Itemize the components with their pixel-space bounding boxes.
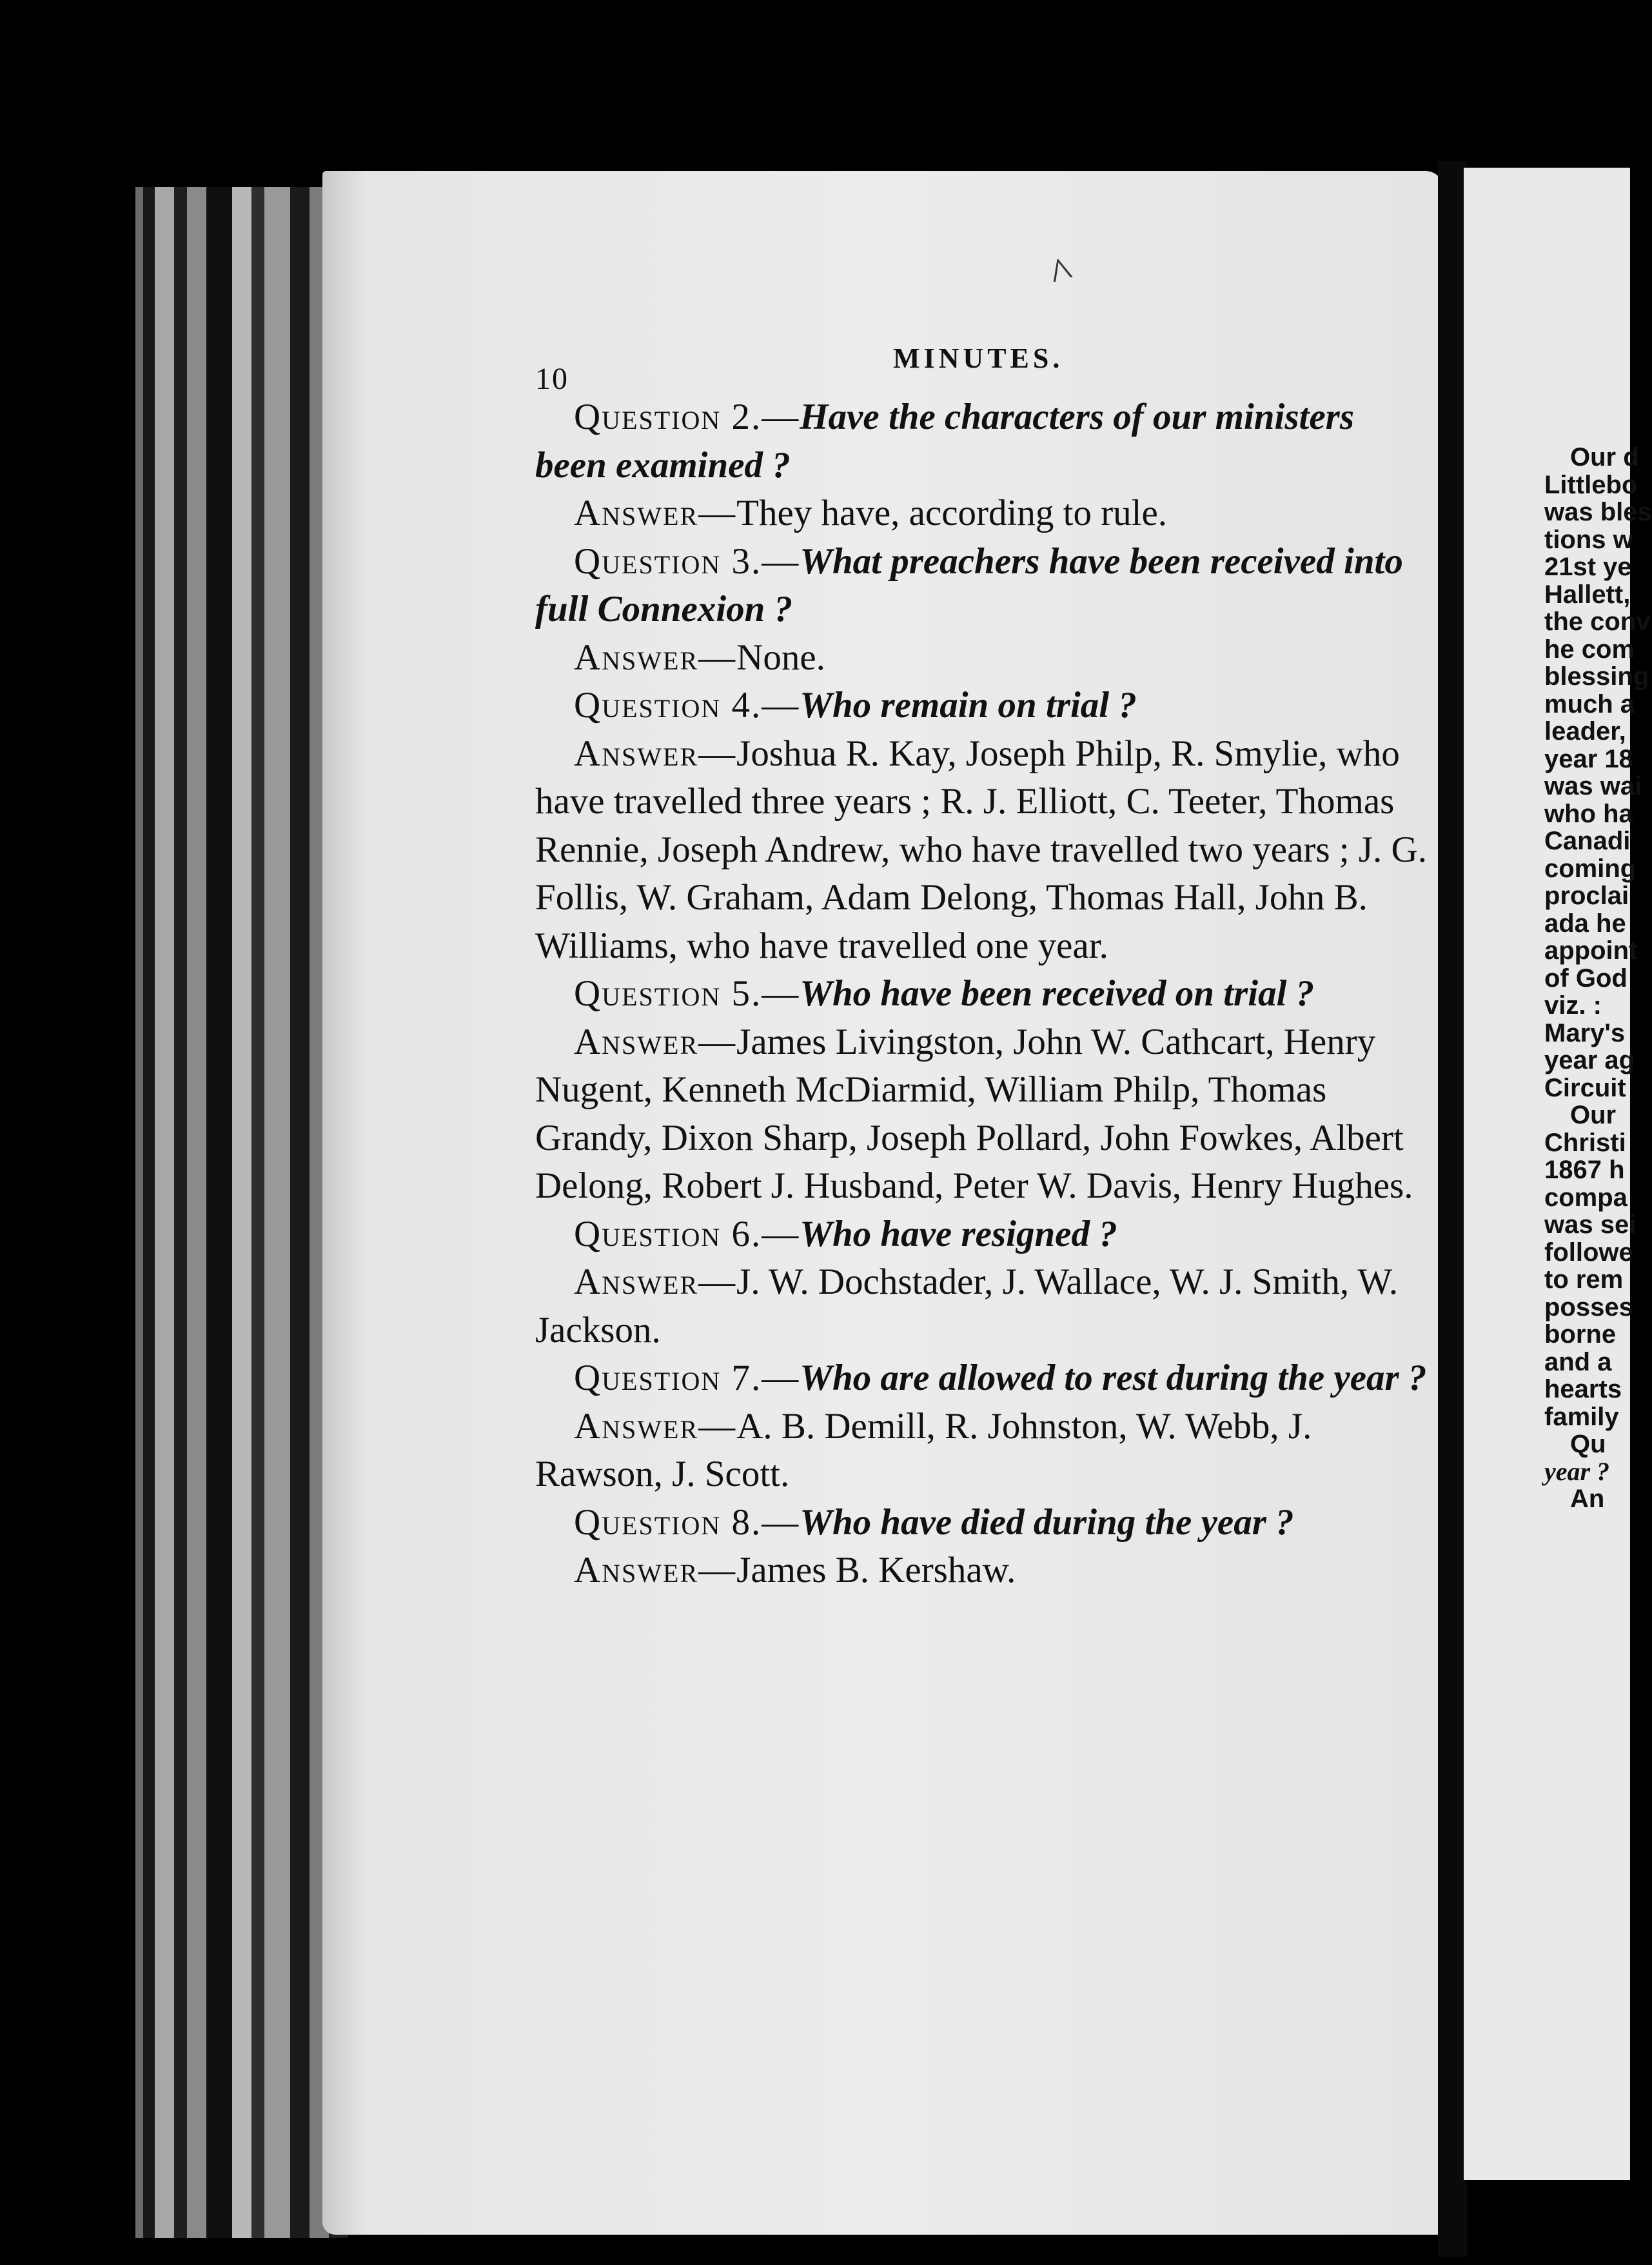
answer-label: Answer— (574, 1550, 737, 1590)
answer-entry (535, 1403, 1431, 1499)
right-page-line: Circuit (1544, 1073, 1626, 1102)
right-page-line: who ha (1544, 799, 1633, 828)
right-page-line: Our d (1570, 443, 1639, 471)
right-page-line: borne (1544, 1320, 1617, 1349)
right-page-line: year ? (1544, 1456, 1610, 1486)
answer-label: Answer— (574, 733, 737, 774)
question-label: Question 4.— (574, 685, 800, 726)
right-page-line: Littlebo (1544, 470, 1638, 499)
question-text: Who have resigned ? (800, 1213, 1117, 1254)
question-label: Question 8.— (574, 1501, 800, 1543)
question-entry (535, 1211, 1431, 1259)
right-page-line: year 18 (1544, 744, 1633, 773)
answer-entry (535, 490, 1431, 538)
right-page-line: leader, (1544, 717, 1626, 746)
right-page-line: ada he (1544, 909, 1626, 938)
right-page-line: 21st ye (1544, 553, 1632, 581)
answer-text: James B. Kershaw. (736, 1550, 1016, 1590)
answer-label: Answer— (574, 1261, 737, 1302)
right-page-line: posses (1544, 1292, 1633, 1321)
right-page-line: compa (1544, 1183, 1627, 1212)
right-page-line: viz. : (1544, 991, 1602, 1020)
right-page-line: of God (1544, 964, 1627, 993)
right-page-line: An (1570, 1485, 1605, 1513)
question-label: Question 6.— (574, 1213, 800, 1254)
question-label: Question 3.— (574, 540, 800, 582)
question-text: What preachers have been received into full Connexion ? (535, 540, 1403, 629)
question-text: Who are allowed to rest during the year ? (800, 1358, 1427, 1398)
right-page-line: and a (1544, 1347, 1612, 1376)
right-page-text (1544, 443, 1652, 1513)
answer-label: Answer— (574, 637, 737, 678)
right-page-line: Hallett, (1544, 580, 1631, 609)
right-page-line: Qu (1570, 1430, 1606, 1458)
question-label: Question 2.— (574, 397, 800, 437)
question-entry (535, 393, 1431, 490)
answer-entry (535, 1547, 1431, 1595)
right-page-line: was bles (1544, 498, 1652, 526)
right-page-line: Our (1570, 1101, 1617, 1129)
question-entry (535, 970, 1431, 1018)
page-number: 10 (535, 362, 569, 396)
question-entry (535, 538, 1431, 634)
running-head: MINUTES. (893, 342, 1064, 374)
question-text: Who remain on trial ? (800, 685, 1137, 726)
answer-entry (535, 1258, 1431, 1354)
right-page-line: Mary's (1544, 1018, 1626, 1047)
right-page-line: 1867 h (1544, 1156, 1625, 1184)
question-text: Have the characters of our ministers been examined ? (535, 397, 1355, 486)
answer-label: Answer— (574, 1405, 737, 1447)
right-page-line: followe (1544, 1238, 1633, 1267)
right-page-line: he com (1544, 635, 1635, 664)
right-page-line: proclai (1544, 882, 1629, 910)
answer-text: James Livingston, John W. Cathcart, Henry Nugent, Kenneth McDiarmid, William Philp, Thomas Grandy, Dixon Sharp, Joseph Pollard, John Fowkes, Albert Delong, Robert J. Husband, Peter W. Davis, Henry Hughes. (535, 1021, 1413, 1206)
answer-text: None. (736, 637, 825, 678)
answer-text: A. B. Demill, R. Johnston, W. Webb, J. Rawson, J. Scott. (535, 1405, 1312, 1494)
right-page-line: was sei (1544, 1211, 1637, 1239)
answer-text: They have, according to rule. (736, 493, 1168, 533)
question-text: Who have died during the year ? (800, 1501, 1294, 1543)
pencil-mark: ^ (1045, 247, 1079, 301)
question-label: Question 7.— (574, 1358, 800, 1398)
right-page-line: tions w (1544, 525, 1633, 554)
right-page-line: hearts (1544, 1375, 1622, 1403)
right-page-line: appoint (1544, 936, 1638, 965)
right-page-line: the conv (1544, 608, 1651, 636)
minutes-text (535, 393, 1431, 1595)
answer-label: Answer— (574, 1021, 737, 1062)
right-page-line: to rem (1544, 1265, 1624, 1294)
right-page-line: much a (1544, 689, 1635, 718)
right-page-line: Canadi (1544, 827, 1631, 855)
right-page-line: coming (1544, 854, 1637, 883)
book-page-edges (135, 187, 348, 2238)
question-entry (535, 1499, 1431, 1547)
answer-label: Answer— (574, 493, 737, 533)
right-page-line: Christi (1544, 1128, 1626, 1157)
answer-entry (535, 634, 1431, 682)
question-text: Who have been received on trial ? (800, 973, 1315, 1014)
book-gutter (1438, 161, 1467, 2257)
question-entry (535, 1354, 1431, 1403)
answer-entry (535, 1018, 1431, 1211)
question-label: Question 5.— (574, 973, 800, 1014)
answer-entry (535, 730, 1431, 971)
right-page-line: was wai (1544, 772, 1642, 800)
answer-text: Joshua R. Kay, Joseph Philp, R. Smylie, who have travelled three years ; R. J. Elliott, C. Teeter, Thomas Rennie, Joseph Andrew, who have travelled two years ; J. G. Follis, W. Graham, Adam Delong, Thomas Hall, John B. Williams, who have travelled one year. (535, 733, 1427, 966)
right-page-line: family (1544, 1402, 1619, 1431)
answer-text: J. W. Dochstader, J. Wallace, W. J. Smith, W. Jackson. (535, 1261, 1399, 1350)
question-entry (535, 682, 1431, 730)
right-page-line: year ag (1544, 1046, 1635, 1074)
right-page-line: blessing (1544, 662, 1649, 691)
